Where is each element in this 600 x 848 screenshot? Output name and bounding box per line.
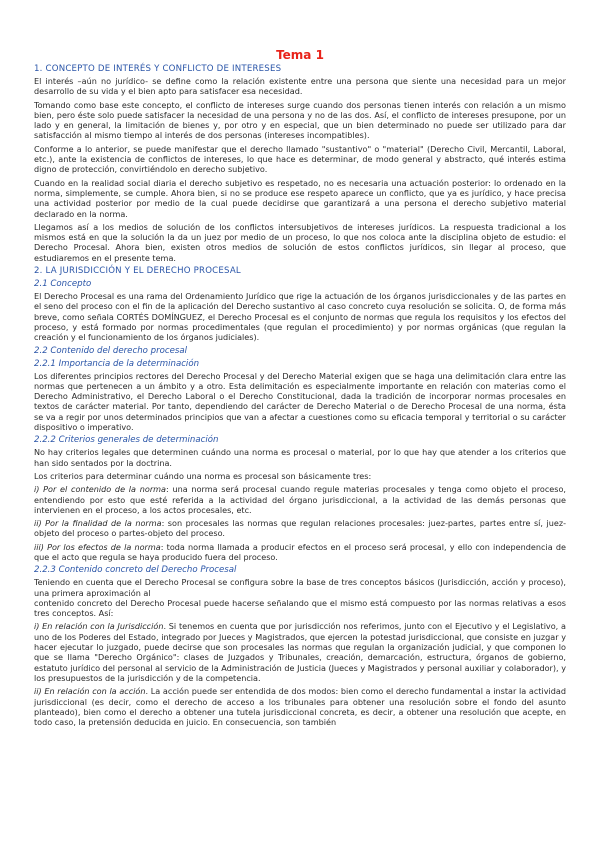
section-2-heading: 2. LA JURISDICCIÓN Y EL DERECHO PROCESAL (34, 266, 241, 277)
paragraph: Tomando como base este concepto, el conflicto de intereses surge cuando dos personas tienen interés con relación a un mismo bien, pero éste solo puede satisfacer la necesidad de una persona y no de las dos. Así, el conflicto de intereses presupone, por un lado y en general, la limitación de bienes y, por otro y en especial, que un bien determinado no puede ser utilizado para dar satisfacción al mismo tiempo al interés de dos personas (intereses incompatibles). (34, 99, 566, 141)
criterion-label: i) Por el contenido de la norma (34, 484, 166, 495)
criterion-item (34, 484, 566, 515)
subsection-heading: 2.1 Concepto (34, 279, 92, 290)
section-1-heading: 1. CONCEPTO DE INTERÉS Y CONFLICTO DE INTERESES (34, 64, 282, 74)
criterion-text: : toda norma llamada a producir efectos en el proceso será procesal, y ello con independencia de que el acto que regula se haya producido fuera del proceso. (34, 541, 566, 562)
criterion-label: ii) Por la finalidad de la norma (34, 518, 162, 529)
content-label: i) En relación con la Jurisdicción (34, 621, 164, 632)
criterion-item (34, 518, 566, 539)
paragraph: Los diferentes principios rectores del Derecho Procesal y del Derecho Material exigen que se haga una delimitación clara entre las normas que pertenecen a un ámbito y a otro. Esta delimitación es especialmente importante en relación con materias como el Derecho Administrativo, el Derecho Laboral o el Derecho Constitucional, dada la tradición de incorporar normas procesales en textos de carácter material. Por tanto, dependiendo del carácter de Derecho Material o de Derecho Procesal de una norma, ésta se va a regir por unos determinados principios que van a afectar a cuestiones como su eficacia temporal y territorial o su carácter dispositivo o imperativo. (34, 370, 566, 433)
content-label: ii) En relación con la acción (34, 686, 146, 697)
content-item (34, 686, 566, 727)
paragraph: Cuando en la realidad social diaria el derecho subjetivo es respetado, no es necesaria una actuación posterior: lo ordenado en la norma, simplemente, se cumple. Ahora bien, si no se produce ese respeto aparece un conflicto, que ya es jurídico, y hace precisa una actividad posterior por medio de la cual puede decidirse que garantizará a una persona el derecho subjetivo material declarado en la norma. (34, 177, 566, 219)
criterion-text: : una norma será procesal cuando regule materias procesales y tenga como objeto el proceso, entendiendo por esto que esté referida a la actividad del órgano jurisdiccional, a la actividad de las demás personas que intervienen en el proceso, a los actos procesales, etc. (34, 484, 566, 515)
content-text: . Si tenemos en cuenta que por jurisdicción nos referimos, junto con el Ejecutivo y el Legislativo, a uno de los Poderes del Estado, integrado por Jueces y Magistrados, que ejercen la potestad jurisdiccional, que consiste en juzgar y hacer ejecutar lo juzgado, puede decirse que son procesales las normas que regulan la organización judicial, y que componen lo que se llama "Derecho Orgánico": clases de Juzgados y Tribunales, creación, demarcación, estructura, órganos de gobierno, estatuto jurídico del personal al servicio de la Administración de Justicia (Jueces y Magistrados y personal auxiliar y colaborador), y los presupuestos de la jurisdicción y de la competencia. (34, 621, 566, 683)
paragraph: Conforme a lo anterior, se puede manifestar que el derecho llamado "sustantivo" o "material" (Derecho Civil, Mercantil, Laboral, etc.), ante la existencia de conflictos de intereses, lo que hace es determinar, de modo general y abstracto, qué interés estima digno de protección, convirtiéndolo en derecho subjetivo. (34, 143, 566, 175)
paragraph: Teniendo en cuenta que el Derecho Procesal se configura sobre la base de tres conceptos básicos (Jurisdicción, acción y proceso), una primera aproximación al (34, 577, 566, 598)
paragraph: El interés –aún no jurídico- se define como la relación existente entre una persona que siente una necesidad para un mejor desarrollo de su vida y el bien apto para satisfacer esa necesidad. (34, 76, 566, 97)
paragraph: No hay criterios legales que determinen cuándo una norma es procesal o material, por lo que hay que atender a los criterios que han sido sentados por la doctrina. (34, 447, 566, 468)
content-text: . La acción puede ser entendida de dos modos: bien como el derecho fundamental a instar la actividad jurisdiccional (es decir, como el derecho de acceso a los tribunales para obtener una resolución sobre el fondo del asunto planteado), bien como el derecho a obtener una tutela jurisdiccional concreta, es decir, a obtener una resolución que acepte, en todo caso, la pretensión deducida en juicio. En consecuencia, son también (34, 686, 566, 728)
document-title: Tema 1 (276, 48, 324, 62)
criterion-label: iii) Por los efectos de la norma (34, 541, 161, 552)
subsection-heading: 2.2.1 Importancia de la determinación (34, 358, 200, 369)
paragraph: Llegamos así a los medios de solución de los conflictos intersubjetivos de intereses jurídicos. La respuesta tradicional a los mismos está en que la solución la da un juez por medio de un proceso, lo que nos coloca ante la disciplina objeto de estudio: el Derecho Procesal. Ahora bien, existen otros medios de solución de estos conflictos jurídicos, sin llegar al proceso, que estudiaremos en el presente tema. (34, 221, 566, 263)
subsection-heading: 2.2 Contenido del derecho procesal (34, 345, 188, 356)
content-item (34, 621, 566, 683)
paragraph: El Derecho Procesal es una rama del Ordenamiento Jurídico que rige la actuación de los órganos jurisdiccionales y de las partes en el seno del proceso con el fin de la aplicación del Derecho sustantivo al caso concreto cuya resolución se solicita. O, de forma más breve, como señala CORTÉS DOMÍNGUEZ, el Derecho Procesal es el conjunto de normas que regula los requisitos y los efectos del proceso, y está formado por normas procedimentales (que regulan el procedimiento) y por normas orgánicas (que regulan la creación y el funcionamiento de los órganos judiciales). (34, 291, 566, 343)
criterion-text: : son procesales las normas que regulan relaciones procesales: juez-partes, partes entre sí, juez-objeto del proceso o partes-objeto del proceso. (34, 518, 566, 539)
paragraph: Los criterios para determinar cuándo una norma es procesal son básicamente tres: (34, 470, 372, 481)
paragraph: contenido concreto del Derecho Procesal puede hacerse señalando que el mismo está compuesto por las normas relativas a esos tres conceptos. Así: (34, 597, 566, 619)
subsection-heading: 2.2.2 Criterios generales de determinación (34, 435, 219, 446)
criterion-item (34, 542, 566, 563)
subsection-heading: 2.2.3 Contenido concreto del Derecho Procesal (34, 565, 237, 576)
